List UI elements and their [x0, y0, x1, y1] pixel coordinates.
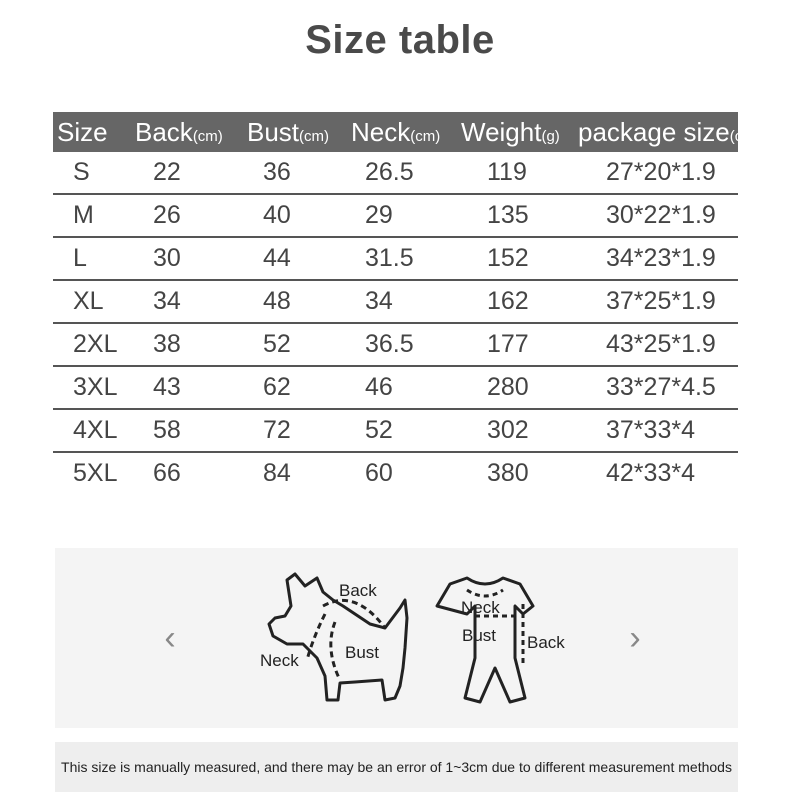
dog-outline-icon — [269, 574, 407, 700]
measurement-diagram — [55, 548, 738, 728]
clothing-back-label: Back — [527, 633, 565, 652]
table-cell: 29 — [347, 194, 457, 237]
dog-bust-label: Bust — [345, 643, 380, 662]
size-table — [53, 112, 760, 494]
dog-back-label: Back — [339, 581, 377, 600]
header-neck: Neck(cm) — [347, 112, 457, 152]
table-cell: 42*33*4 — [606, 459, 695, 487]
table-cell: 34 — [131, 280, 243, 323]
table-cell: 66 — [153, 459, 181, 487]
chevron-left-icon[interactable]: ‹ — [164, 619, 176, 657]
table-cell: 34 — [347, 280, 457, 323]
table-cell: 37*33*4 — [574, 409, 738, 452]
table-cell: 36 — [243, 152, 347, 194]
table-cell: 5XL — [73, 459, 118, 487]
table-cell: 46 — [347, 366, 457, 409]
table-cell: 52 — [243, 323, 347, 366]
table-cell: 162 — [457, 280, 574, 323]
neck-measure-line — [467, 590, 503, 596]
table-cell: 33*27*4.5 — [574, 366, 738, 409]
table-cell: 3XL — [53, 366, 131, 409]
table-cell: 43*25*1.9 — [574, 323, 738, 366]
table-cell: 40 — [243, 194, 347, 237]
table-row — [53, 452, 738, 494]
table-cell: M — [53, 194, 131, 237]
dog-neck-label: Neck — [260, 651, 299, 670]
header-weight: Weight(g) — [457, 112, 574, 152]
page-title: Size table — [305, 18, 495, 62]
table-cell: 31.5 — [347, 237, 457, 280]
table-cell: 22 — [131, 152, 243, 194]
header-package-size: package size(cm) — [574, 112, 738, 152]
table-cell: 84 — [263, 459, 291, 487]
measurement-note: This size is manually measured, and there may be an error of 1~3cm due to different measurement methods — [55, 742, 738, 792]
table-row — [53, 280, 738, 323]
table-cell: 380 — [487, 459, 529, 487]
header-back: Back(cm) — [131, 112, 243, 152]
table-cell: 30 — [131, 237, 243, 280]
chevron-right-icon[interactable]: › — [629, 619, 641, 657]
table-cell: 43 — [131, 366, 243, 409]
table-cell: 60 — [365, 459, 393, 487]
table-cell: XL — [53, 280, 131, 323]
table-cell: 48 — [243, 280, 347, 323]
table-row — [53, 323, 738, 366]
dog-and-clothing-illustration — [55, 548, 738, 728]
table-cell: 27*20*1.9 — [574, 152, 738, 194]
table-cell: 44 — [243, 237, 347, 280]
table-cell: 36.5 — [347, 323, 457, 366]
table-cell: 26 — [131, 194, 243, 237]
table-row — [53, 194, 738, 237]
table-cell: 72 — [243, 409, 347, 452]
table-cell: 4XL — [53, 409, 131, 452]
table-cell: S — [53, 152, 131, 194]
bust-measure-line — [331, 622, 339, 678]
table-cell: 119 — [457, 152, 574, 194]
table-cell: 58 — [131, 409, 243, 452]
table-row — [53, 409, 738, 452]
table-cell: 2XL — [53, 323, 131, 366]
table-cell: 135 — [457, 194, 574, 237]
table-header-row — [53, 112, 738, 152]
header-bust: Bust(cm) — [243, 112, 347, 152]
table-cell: 280 — [457, 366, 574, 409]
table-row — [53, 237, 738, 280]
table-cell: 34*23*1.9 — [574, 237, 738, 280]
table-row — [53, 152, 738, 194]
table-cell: 177 — [457, 323, 574, 366]
table-cell: 52 — [347, 409, 457, 452]
table-cell: 152 — [457, 237, 574, 280]
neck-measure-line — [307, 614, 325, 660]
table-cell: 302 — [457, 409, 574, 452]
table-cell: 30*22*1.9 — [574, 194, 738, 237]
clothing-neck-label: Neck — [461, 598, 500, 617]
table-cell: 38 — [131, 323, 243, 366]
table-row — [53, 366, 738, 409]
table-cell: 26.5 — [347, 152, 457, 194]
table-cell: 62 — [243, 366, 347, 409]
table-cell: 37*25*1.9 — [574, 280, 738, 323]
table-cell: L — [53, 237, 131, 280]
header-size: Size — [53, 112, 131, 152]
clothing-bust-label: Bust — [462, 626, 497, 645]
